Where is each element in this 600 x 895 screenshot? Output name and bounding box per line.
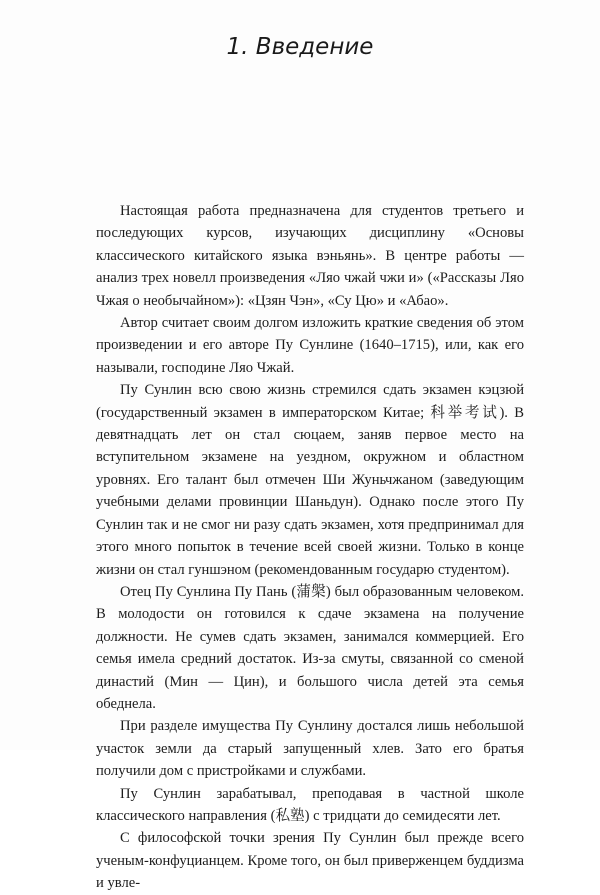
- paragraph: Автор считает своим долгом изложить краткие сведения об этом произведении и его авторе Пу Сунлине (1640–1715), или, как его называли, господине Ляо Чжай.: [96, 315, 524, 376]
- paragraph: С философской точки зрения Пу Сунлин был прежде всего ученым-конфуцианцем. Кроме того, он был приверженцем буддизма и увле-: [96, 830, 524, 892]
- chapter-title: 1. Введение: [226, 34, 374, 60]
- paragraph: Настоящая работа предназначена для студентов третьего и последующих курсов, изучающих дисциплину «Основы классического китайского языка вэньянь». В центре работы — анализ трех новелл произведения «Ляо чжай чжи и» («Рассказы Ляо Чжая о необычайном»): «Цзян Чэн», «Су Цю» и «Абао».: [96, 203, 524, 309]
- paragraph: Отец Пу Сунлина Пу Пань (蒲槃) был образованным человеком. В молодости он готовился к сдаче экзамена на получение должности. Не сумев сдать экзамен, занимался коммерцией. Его семья имела средний достаток. Из-за смуты, связанной со сменой династий (Мин — Цин), и большого числа детей эта семья обеднела.: [96, 583, 524, 712]
- body-text: [96, 200, 524, 895]
- paragraph: Пу Сунлин всю свою жизнь стремился сдать экзамен кэцзюй (государственный экзамен в императорском Китае; 科举考试). В девятнадцать лет он стал сюцаем, заняв первое место на вступительном экзамене на уездном, окружном и областном уровнях. Его талант был отмечен Ши Жуньчжаном (заведующим учебными делами провинции Шаньдун). Однако после этого Пу Сунлин так и не смог ни разу сдать экзамен, хотя предпринимал для этого много попыток в течение всей своей жизни. Только в конце жизни он стал гуншэном (рекомендованным государю студентом).: [96, 382, 524, 578]
- paragraph: При разделе имущества Пу Сунлину достался лишь небольшой участок земли да старый запущенный хлев. Зато его братья получили дом с пристройками и службами.: [96, 718, 524, 780]
- paragraph: Пу Сунлин зарабатывал, преподавая в частной школе классического направления (私塾) с тридцати до семидесяти лет.: [96, 785, 524, 824]
